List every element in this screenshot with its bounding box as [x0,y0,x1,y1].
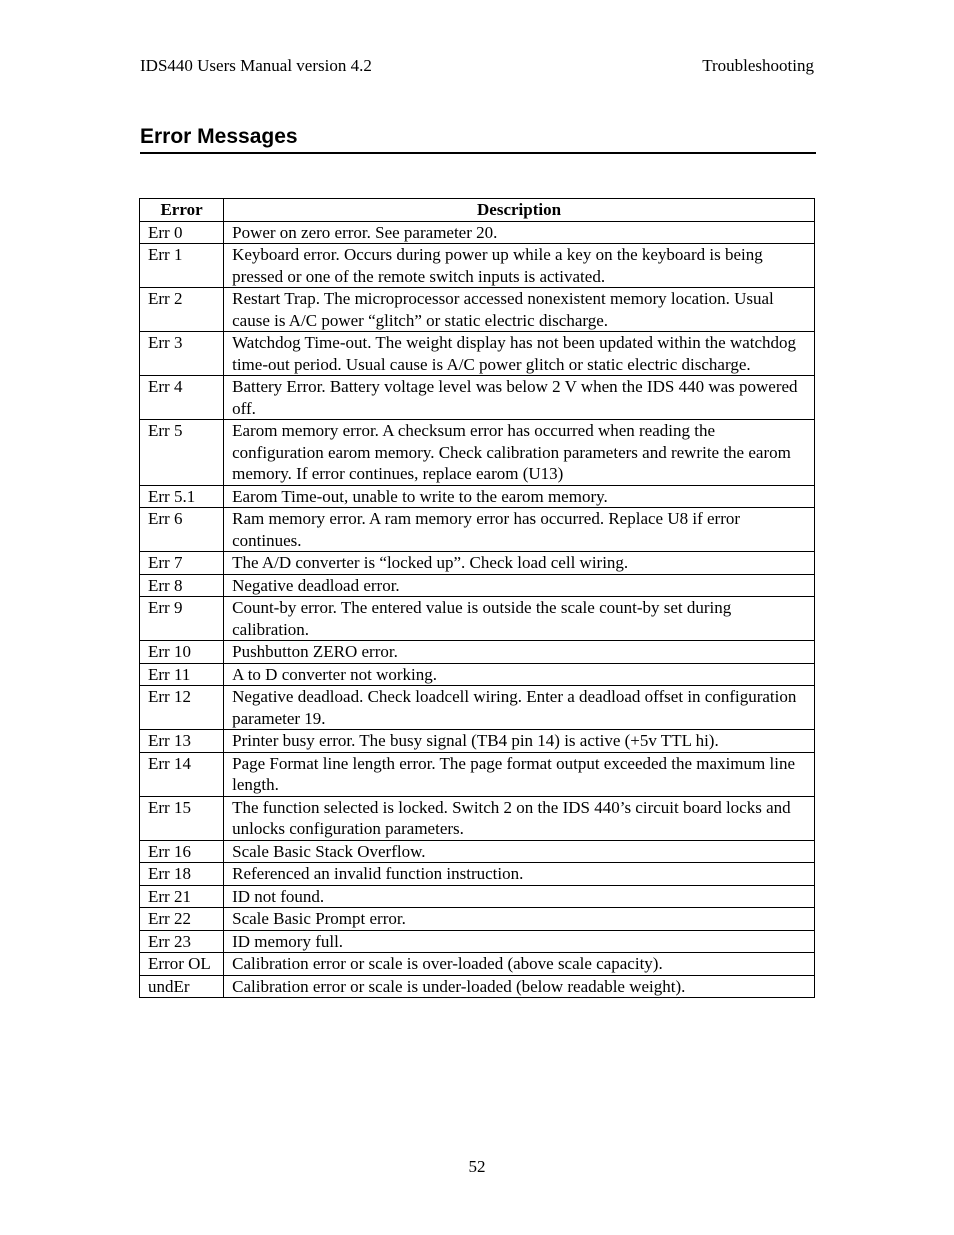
table-row [140,508,815,552]
error-description-cell: Scale Basic Prompt error. [224,908,815,931]
table-row [140,908,815,931]
error-description-cell: A to D converter not working. [224,663,815,686]
error-code-cell: Err 11 [140,663,224,686]
table-row [140,597,815,641]
error-description-cell: Calibration error or scale is under-loaded (below readable weight). [224,975,815,998]
error-description-cell: Count-by error. The entered value is outside the scale count-by set during calibration. [224,597,815,641]
table-row [140,663,815,686]
table-row [140,863,815,886]
table-header [140,199,815,222]
table-row [140,953,815,976]
error-description-cell: Battery Error. Battery voltage level was below 2 V when the IDS 440 was powered off. [224,376,815,420]
table-row [140,574,815,597]
error-code-cell: Err 9 [140,597,224,641]
error-code-cell: Err 3 [140,332,224,376]
error-description-cell: Restart Trap. The microprocessor accessed nonexistent memory location. Usual cause is A/C power “glitch” or static electric discharge. [224,288,815,332]
table-row [140,930,815,953]
error-description-cell: Referenced an invalid function instruction. [224,863,815,886]
table-row [140,332,815,376]
error-description-cell: Earom Time-out, unable to write to the earom memory. [224,485,815,508]
error-code-cell: Err 16 [140,840,224,863]
error-code-cell: Err 0 [140,221,224,244]
error-code-cell: Err 5 [140,420,224,486]
error-code-cell: Err 7 [140,552,224,575]
error-description-cell: Scale Basic Stack Overflow. [224,840,815,863]
error-description-cell: Pushbutton ZERO error. [224,641,815,664]
error-description-cell: Keyboard error. Occurs during power up while a key on the keyboard is being pressed or one of the remote switch inputs is activated. [224,244,815,288]
error-description-cell: Power on zero error. See parameter 20. [224,221,815,244]
error-description-cell: Printer busy error. The busy signal (TB4 pin 14) is active (+5v TTL hi). [224,730,815,753]
column-header-error: Error [140,199,224,222]
column-header-description: Description [224,199,815,222]
table-body [140,221,815,998]
running-header-section: Troubleshooting [702,56,814,75]
table-row [140,730,815,753]
error-code-cell: Err 18 [140,863,224,886]
page-number: 52 [468,1157,486,1176]
table-row [140,686,815,730]
table-row [140,376,815,420]
error-code-cell: Err 2 [140,288,224,332]
error-description-cell: Negative deadload. Check loadcell wiring. Enter a deadload offset in configuration parameter 19. [224,686,815,730]
table-row [140,485,815,508]
table-row [140,975,815,998]
error-description-cell: Earom memory error. A checksum error has occurred when reading the configuration earom memory. Check calibration parameters and rewrite the earom memory. If error continues, replace earom (U13) [224,420,815,486]
table-row [140,288,815,332]
error-code-cell: Err 15 [140,796,224,840]
error-description-cell: Page Format line length error. The page format output exceeded the maximum line length. [224,752,815,796]
error-code-cell: Err 12 [140,686,224,730]
error-description-cell: Watchdog Time-out. The weight display has not been updated within the watchdog time-out period. Usual cause is A/C power glitch or static electric discharge. [224,332,815,376]
error-code-cell: Err 23 [140,930,224,953]
table-row [140,420,815,486]
error-description-cell: ID memory full. [224,930,815,953]
error-description-cell: Negative deadload error. [224,574,815,597]
error-description-cell: ID not found. [224,885,815,908]
section-title: Error Messages [140,124,816,154]
table-row [140,641,815,664]
error-code-cell: Err 10 [140,641,224,664]
running-header-title: IDS440 Users Manual version 4.2 [140,56,372,75]
error-code-cell: undEr [140,975,224,998]
error-code-cell: Err 14 [140,752,224,796]
error-description-cell: The function selected is locked. Switch 2 on the IDS 440’s circuit board locks and unlocks configuration parameters. [224,796,815,840]
error-description-cell: Calibration error or scale is over-loaded (above scale capacity). [224,953,815,976]
table-row [140,552,815,575]
table-row [140,840,815,863]
error-description-cell: The A/D converter is “locked up”. Check load cell wiring. [224,552,815,575]
error-code-cell: Err 13 [140,730,224,753]
error-code-cell: Err 4 [140,376,224,420]
table-header-row [140,199,815,222]
table-row [140,796,815,840]
error-code-cell: Err 22 [140,908,224,931]
table-row [140,221,815,244]
table-row [140,885,815,908]
error-code-cell: Err 5.1 [140,485,224,508]
error-code-cell: Err 1 [140,244,224,288]
error-messages-table [139,198,815,998]
table-row [140,752,815,796]
error-code-cell: Err 6 [140,508,224,552]
error-code-cell: Err 8 [140,574,224,597]
error-code-cell: Error OL [140,953,224,976]
table-row [140,244,815,288]
error-code-cell: Err 21 [140,885,224,908]
error-description-cell: Ram memory error. A ram memory error has occurred. Replace U8 if error continues. [224,508,815,552]
